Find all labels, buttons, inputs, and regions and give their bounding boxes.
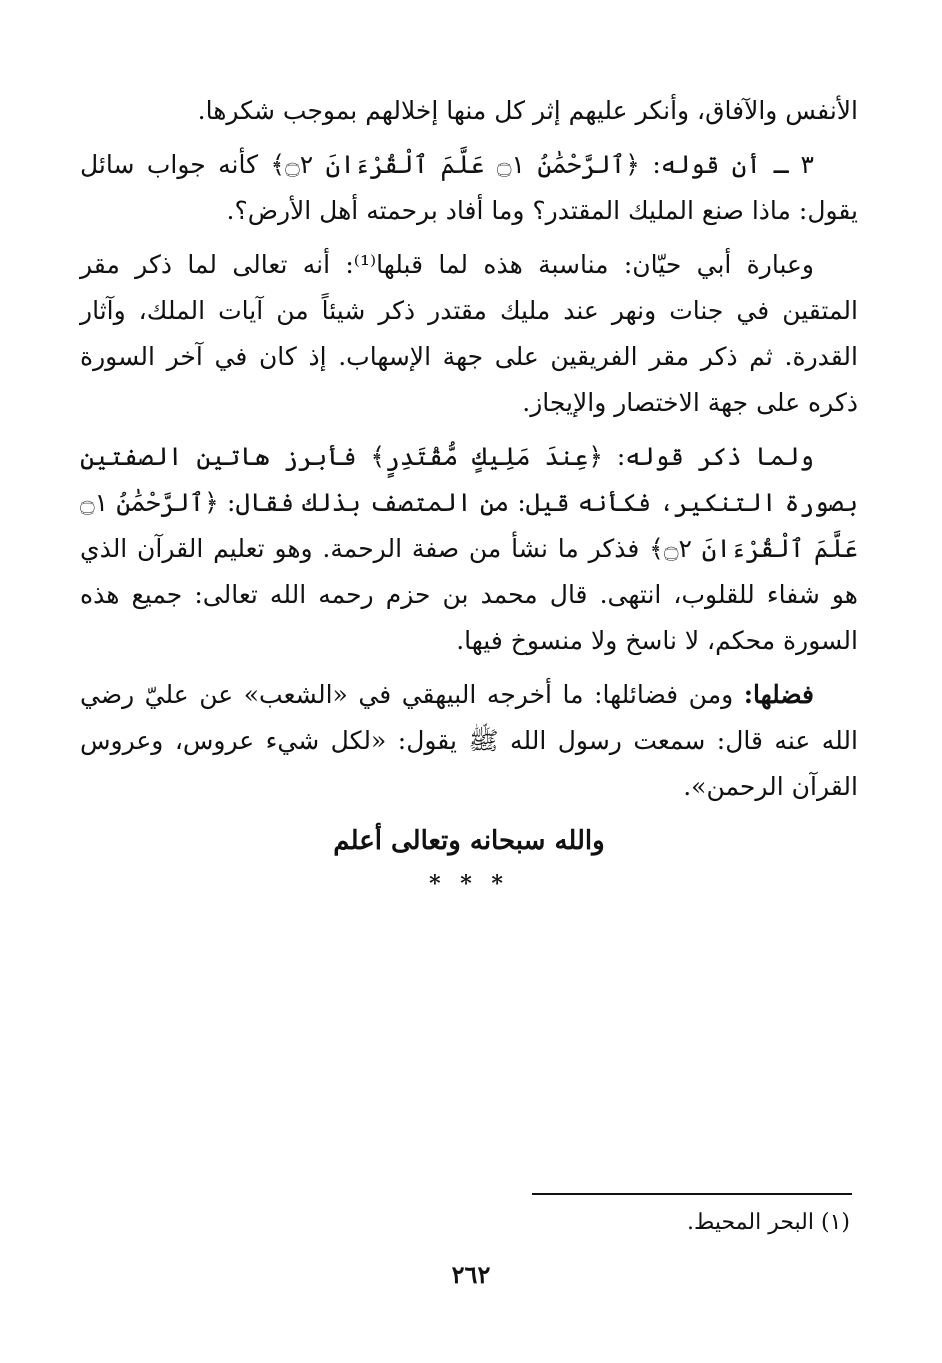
section-separator: * * * bbox=[429, 871, 509, 897]
virtue-text: ومن فضائلها: ما أخرجه البيهقي في «الشعب» عن عليّ رضي الله عنه قال: سمعت رسول الله ﷺ يقول: «لكل شيء عروس، وعروس القرآن الرحمن». bbox=[80, 680, 858, 801]
closing-phrase: والله سبحانه وتعالى أعلم bbox=[333, 826, 605, 856]
paragraph-3: وعبارة أبي حيّان: مناسبة هذه لما قبلها⁽¹⁾: أنه تعالى لما ذكر مقر المتقين في جنات ونهر عند مليك مقتدر ذكر شيئاً من آيات الملك، وآثار القدرة. ثم ذكر مقر الفريقين على جهة الإسهاب. إذ كان في آخر السورة ذكره على جهة الاختصار والإيجاز. bbox=[80, 250, 858, 417]
footnote-divider bbox=[532, 1193, 852, 1195]
paragraph-4: ولما ذكر قوله: ﴿عِندَ مَلِيكٍ مُّقْتَدِرٍ﴾ فأبرز هاتين الصفتين بصورة التنكير، فكأنه قيل: من المتصف بذلك فقال: ﴿ٱلرَّحْمَٰنُ ۝١ عَلَّمَ ٱلْقُرْءَانَ ۝٢﴾ فذكر ما نشأ من صفة الرحمة. وهو تعليم القرآن الذي هو شفاء للقلوب، انتهى. قال محمد بن حزم رحمه الله تعالى: جميع هذه السورة محكم، لا ناسخ ولا منسوخ فيها. bbox=[80, 442, 858, 655]
paragraph-1: الأنفس والآفاق، وأنكر عليهم إثر كل منها إخلالهم بموجب شكرها. bbox=[197, 96, 858, 125]
page-number: ٢٦٢ bbox=[451, 1260, 491, 1289]
footnote: (١) البحر المحيط. bbox=[686, 1210, 850, 1235]
paragraph-2: ٣ ـ أن قوله: ﴿ٱلرَّحْمَٰنُ ۝١ عَلَّمَ ٱلْقُرْءَانَ ۝٢﴾ كأنه جواب سائل يقول: ماذا صنع المليك المقتدر؟ وما أفاد برحمته أهل الأرض؟. bbox=[80, 150, 858, 225]
virtue-label: فضلها: bbox=[743, 680, 814, 709]
page-body bbox=[80, 88, 858, 904]
paragraph-5 bbox=[80, 672, 858, 810]
